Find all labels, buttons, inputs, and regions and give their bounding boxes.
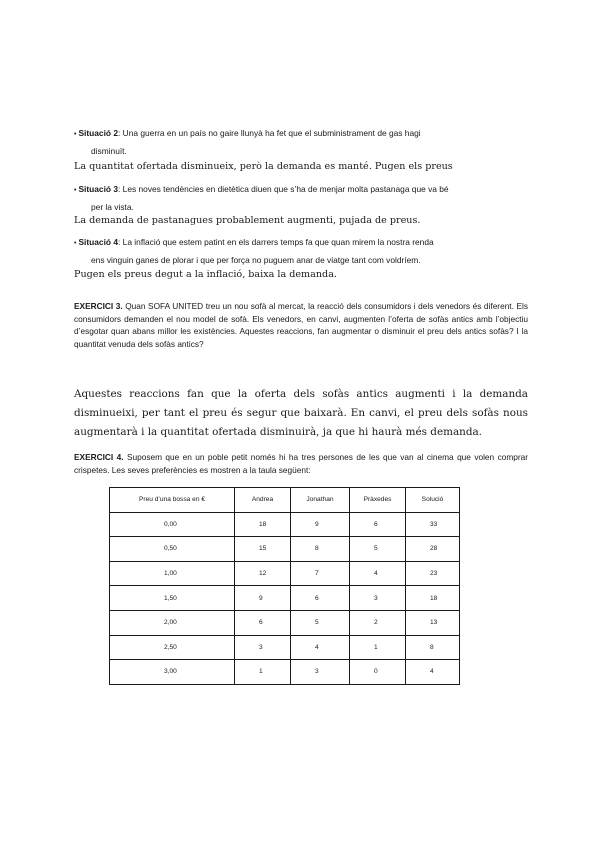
situacio-2-answer: La quantitat ofertada disminueix, però la demanda es manté. Pugen els preus [74, 161, 453, 172]
table-cell: 1,50 [110, 586, 235, 611]
table-cell: 4 [291, 635, 350, 660]
preferences-table [109, 487, 460, 685]
table-cell: 18 [406, 586, 460, 611]
table-cell: 5 [291, 610, 350, 635]
table-cell: 1 [235, 660, 291, 685]
table-cell: 6 [235, 610, 291, 635]
exercici-text: Suposem que en un poble petit només hi ha tres persones de les que van al cinema que volen comprar crispetes. Les seves preferències es mostren a la taula següent: [74, 452, 528, 475]
situacio-text-continued: disminuït. [91, 146, 127, 156]
table-cell: 8 [291, 537, 350, 562]
table-row [110, 610, 460, 635]
exercici-3 [74, 300, 528, 350]
column-header-solucio: Solució [406, 488, 460, 513]
table-cell: 8 [406, 635, 460, 660]
exercici-text: Quan SOFA UNITED treu un nou sofà al mercat, la reacció dels consumidors i dels venedors és diferent. Els consumidors demanden el nou model de sofà. Els venedors, en canvi, augmenten l’oferta de sofàs antics amb l’objectiu d’esgotar quan abans millor les existències. Aquestes reaccions, fan augmentar o disminuir el preu dels antics sofàs? I la quantitat venuda dels sofàs antics? [74, 301, 528, 349]
table-row [110, 660, 460, 685]
situacio-3 [74, 181, 534, 215]
table-cell: 2,50 [110, 635, 235, 660]
table-cell: 3 [291, 660, 350, 685]
table-cell: 13 [406, 610, 460, 635]
situacio-4 [74, 234, 534, 268]
column-header-andrea: Andrea [235, 488, 291, 513]
exercici-4 [74, 451, 528, 476]
table-cell: 6 [291, 586, 350, 611]
table-row [110, 561, 460, 586]
column-header-praxedes: Pràxedes [350, 488, 406, 513]
table-cell: 18 [235, 512, 291, 537]
table-cell: 9 [291, 512, 350, 537]
table-cell: 6 [350, 512, 406, 537]
table-cell: 4 [350, 561, 406, 586]
table-cell: 1 [350, 635, 406, 660]
situacio-3-answer: La demanda de pastanagues probablement augmenti, pujada de preus. [74, 215, 421, 226]
exercici-3-answer: Aquestes reaccions fan que la oferta dels sofàs antics augmenti i la demanda disminueixi, per tant el preu és segur que baixarà. En canvi, el preu dels sofàs nous augmentarà i la quantitat ofertada disminuirà, ja que hi haurà més demanda. [74, 388, 528, 438]
situacio-label: Situació 2 [78, 128, 119, 138]
table-cell: 2 [350, 610, 406, 635]
table-cell: 2,00 [110, 610, 235, 635]
table-cell: 0,00 [110, 512, 235, 537]
column-header-jonathan: Jonathan [291, 488, 350, 513]
table-cell: 7 [291, 561, 350, 586]
table-cell: 5 [350, 537, 406, 562]
exercici-label: EXERCICI 4. [74, 452, 124, 462]
table-cell: 12 [235, 561, 291, 586]
table-cell: 28 [406, 537, 460, 562]
table-cell: 3,00 [110, 660, 235, 685]
bullet-icon: • [74, 240, 77, 247]
situacio-text-continued: ens vinguin ganes de plorar i que per força no puguem anar de viatge tant com voldríem. [91, 255, 421, 265]
table-cell: 0 [350, 660, 406, 685]
column-header-price: Preu d’una bossa en € [110, 488, 235, 513]
situacio-text: : Les noves tendències en dietètica diuen que s’ha de menjar molta pastanaga que va bé [118, 184, 449, 194]
situacio-label: Situació 4 [78, 237, 119, 247]
bullet-icon: • [74, 187, 77, 194]
table-row [110, 635, 460, 660]
exercici-label: EXERCICI 3. [74, 301, 123, 311]
table-row [110, 586, 460, 611]
table-row [110, 512, 460, 537]
table-cell: 9 [235, 586, 291, 611]
situacio-text: : Una guerra en un país no gaire llunyà ha fet que el subministrament de gas hagi [118, 128, 421, 138]
table-cell: 3 [235, 635, 291, 660]
table-header-row [110, 488, 460, 513]
situacio-text-continued: per la vista. [91, 202, 134, 212]
table-row [110, 537, 460, 562]
bullet-icon: • [74, 131, 77, 138]
situacio-2 [74, 125, 534, 159]
table-cell: 3 [350, 586, 406, 611]
situacio-text: : La inflació que estem patint en els darrers temps fa que quan mirem la nostra renda [118, 237, 434, 247]
table-cell: 1,00 [110, 561, 235, 586]
table-cell: 0,50 [110, 537, 235, 562]
table-cell: 33 [406, 512, 460, 537]
table-cell: 4 [406, 660, 460, 685]
table-cell: 23 [406, 561, 460, 586]
situacio-4-answer: Pugen els preus degut a la inflació, baixa la demanda. [74, 269, 337, 280]
situacio-label: Situació 3 [78, 184, 119, 194]
table-cell: 15 [235, 537, 291, 562]
